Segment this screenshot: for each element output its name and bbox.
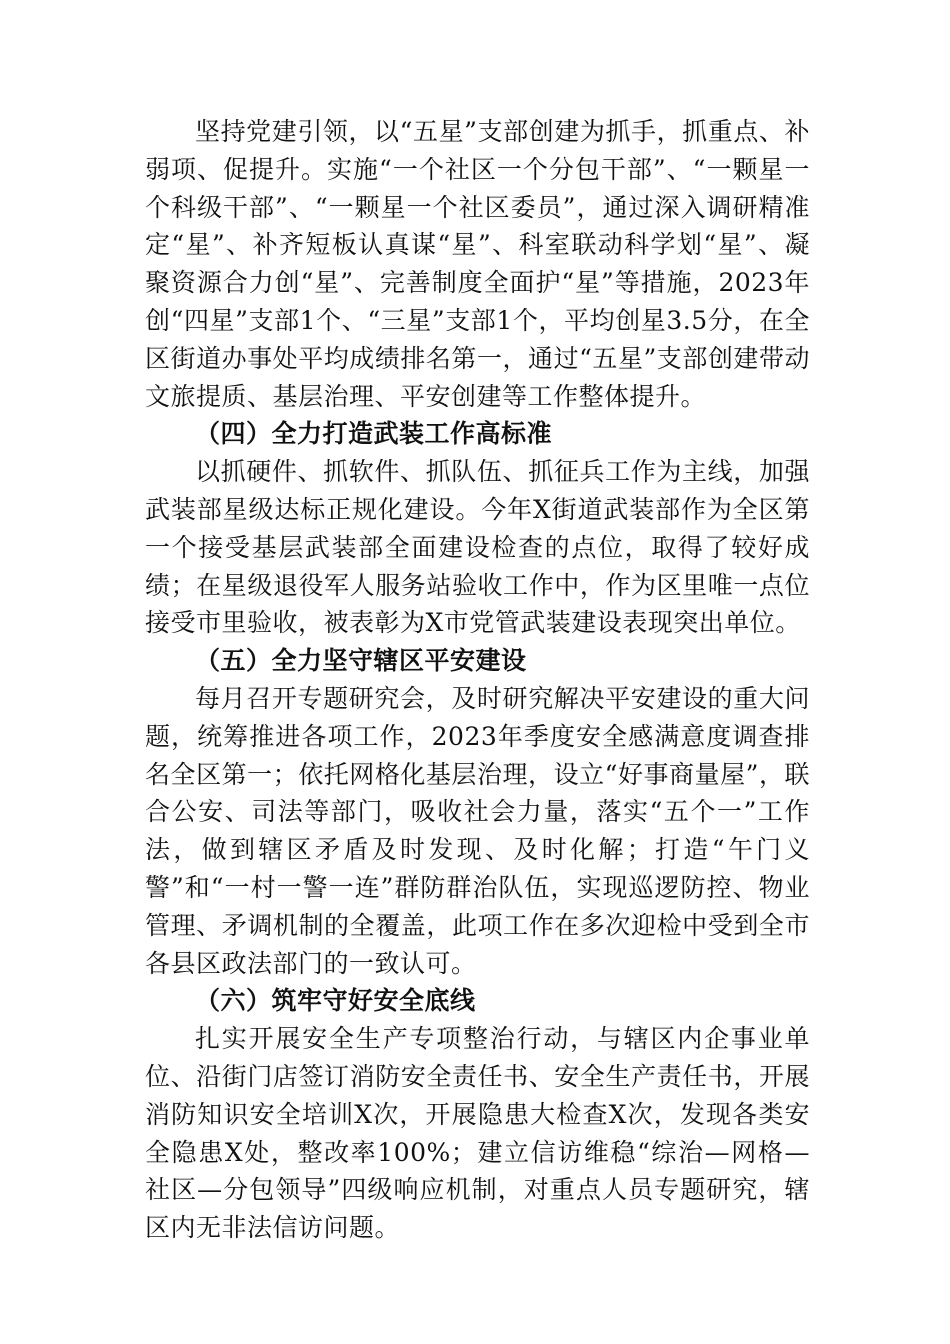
paragraph-armed-forces: 以抓硬件、抓软件、抓队伍、抓征兵工作为主线，加强武装部星级达标正规化建设。今年X街道武装部作为全区第一个接受基层武装部全面建设检查的点位，取得了较好成绩；在星级退役军人服务站验收工作中，作为区里唯一点位接受市里验收，被表彰为X市党管武装建设表现突出单位。: [145, 457, 810, 638]
section-heading-safety-baseline: （六）筑牢守好安全底线: [195, 986, 476, 1016]
section-heading-public-safety: （五）全力坚守辖区平安建设: [195, 646, 527, 676]
document-body: [145, 113, 810, 1247]
paragraph-public-safety: 每月召开专题研究会，及时研究解决平安建设的重大问题，统筹推进各项工作，2023年季度安全感满意度调查排名全区第一；依托网格化基层治理，设立“好事商量屋”，联合公安、司法等部门，吸收社会力量，落实“五个一”工作法，做到辖区矛盾及时发现、及时化解；打造“午门义警”和“一村一警一连”群防群治队伍，实现巡逻防控、物业管理、矛调机制的全覆盖，此项工作在多次迎检中受到全市各县区政法部门的一致认可。: [145, 683, 810, 978]
paragraph-safety-baseline: 扎实开展安全生产专项整治行动，与辖区内企事业单位、沿街门店签订消防安全责任书、安全生产责任书，开展消防知识安全培训X次，开展隐患大检查X次，发现各类安全隐患X处，整改率100%；建立信访维稳“综治—网格—社区—分包领导”四级响应机制，对重点人员专题研究，辖区内无非法信访问题。: [145, 1024, 810, 1243]
paragraph-party-building: 坚持党建引领，以“五星”支部创建为抓手，抓重点、补弱项、促提升。实施“一个社区一个分包干部”、“一颗星一个科级干部”、“一颗星一个社区委员”，通过深入调研精准定“星”、补齐短板认真谋“星”、科室联动科学划“星”、凝聚资源合力创“星”、完善制度全面护“星”等措施，2023年创“四星”支部1个、“三星”支部1个，平均创星3.5分，在全区街道办事处平均成绩排名第一，通过“五星”支部创建带动文旅提质、基层治理、平安创建等工作整体提升。: [145, 117, 810, 411]
section-heading-armed-forces: （四）全力打造武装工作高标准: [195, 419, 553, 449]
